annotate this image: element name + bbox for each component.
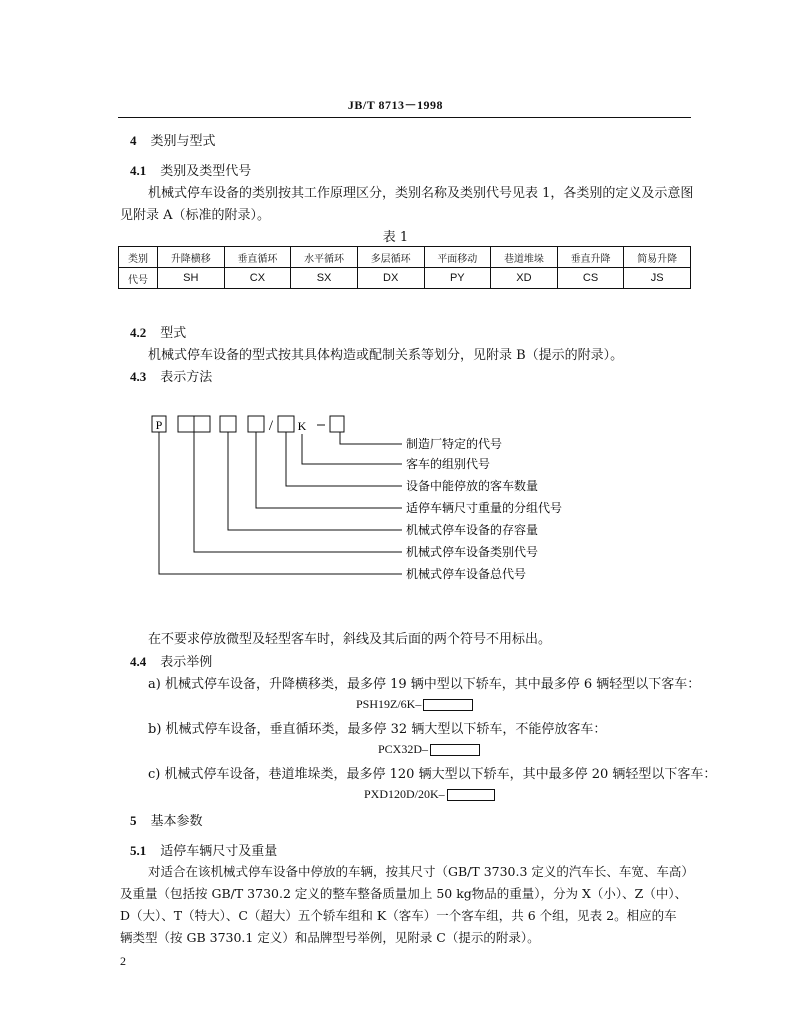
diagram-label: 机械式停车设备总代号 — [406, 567, 527, 581]
example-b: b) 机械式停车设备，垂直循环类，最多停 32 辆大型以下轿车，不能停放客车： — [148, 722, 607, 737]
table-cell: 类别 — [119, 247, 158, 268]
header-rule — [118, 117, 691, 118]
section-number: 4 — [130, 133, 137, 148]
section-number: 4.2 — [130, 325, 147, 340]
paragraph-line: D（大）、T（特大）、C（超大）五个轿车组和 K（客车）一个客车组，共 6 个组，见表 2。相应的车 — [120, 908, 677, 923]
box-size-group — [248, 416, 264, 432]
table-cell: 多层循环 — [357, 247, 424, 268]
box-category-1 — [178, 416, 194, 432]
section-title: 表示举例 — [160, 655, 213, 670]
table-row — [119, 247, 691, 268]
table-cell: 简易升降 — [624, 247, 691, 268]
section-number: 4.3 — [130, 369, 147, 384]
diagram-label: 客车的组别代号 — [406, 457, 491, 471]
paragraph-line: 及重量（包括按 GB/T 3730.2 定义的整车整备质量加上 50 kg物品的重量），分为 X（小）、Z（中）、 — [120, 886, 688, 901]
paragraph-line: 机械式停车设备的类别按其工作原理区分，类别名称及类别代号见表 1，各类别的定义及示意图 — [148, 186, 694, 201]
section-4-heading — [130, 130, 216, 149]
table-cell: 平面移动 — [424, 247, 491, 268]
leader-line-total — [159, 432, 402, 574]
section-title: 表示方法 — [160, 370, 213, 385]
example-code-b — [378, 742, 480, 757]
page-header-title: JB/T 8713－1998 — [347, 98, 444, 112]
section-number: 4.4 — [130, 654, 147, 669]
blank-box — [423, 699, 473, 711]
paragraph-line: 对适合在该机械式停车设备中停放的车辆，按其尺寸（GB/T 3730.3 定义的汽车长、车宽、车高） — [148, 864, 694, 879]
diagram-label: 适停车辆尺寸重量的分组代号 — [406, 501, 563, 515]
table-row — [119, 268, 691, 289]
section-4-2-heading — [130, 322, 186, 341]
section-4-1-heading — [130, 160, 251, 179]
table-cell: 巷道堆垛 — [491, 247, 558, 268]
blank-box — [430, 744, 480, 756]
table-cell: 水平循环 — [291, 247, 358, 268]
table-cell: 垂直循环 — [224, 247, 291, 268]
table-cell: 垂直升降 — [557, 247, 624, 268]
code-text: PXD120D/20K– — [364, 787, 445, 801]
section-4-4-heading — [130, 651, 212, 670]
leader-line-category — [194, 432, 402, 552]
example-code-c — [364, 787, 495, 802]
box-category-2 — [194, 416, 210, 432]
section-number: 4.1 — [130, 163, 147, 178]
table-cell: CX — [224, 268, 291, 289]
leader-line-manufacturer — [340, 432, 402, 444]
code-text: PSH19Z/6K– — [356, 697, 422, 711]
label-p: P — [155, 418, 163, 432]
diagram-label: 设备中能停放的客车数量 — [406, 479, 539, 493]
leader-line-capacity — [228, 432, 402, 530]
example-a: a) 机械式停车设备，升降横移类，最多停 19 辆中型以下轿车，其中最多停 6 辆轻型以下客车： — [148, 677, 701, 692]
section-5-1-heading — [130, 840, 277, 859]
table-cell: JS — [624, 268, 691, 289]
label-k: K — [297, 419, 307, 433]
paragraph-line: 机械式停车设备的型式按其具体构造或配制关系等划分，见附录 B（提示的附录）。 — [148, 348, 624, 363]
table-cell: PY — [424, 268, 491, 289]
section-number: 5.1 — [130, 843, 147, 858]
section-title: 型式 — [160, 326, 187, 341]
section-number: 5 — [130, 813, 137, 828]
diagram-label: 制造厂特定的代号 — [406, 437, 503, 451]
leader-line-size-group — [256, 432, 402, 508]
section-title: 基本参数 — [150, 814, 203, 829]
table-cell: DX — [357, 268, 424, 289]
paragraph-line: 见附录 A（标准的附录）。 — [120, 208, 271, 223]
page-number: 2 — [120, 954, 126, 968]
table-cell: SH — [158, 268, 225, 289]
leader-line-bus-group — [302, 434, 402, 464]
table-cell: XD — [491, 268, 558, 289]
box-capacity — [220, 416, 236, 432]
example-code-a — [356, 697, 473, 712]
section-title: 类别及类型代号 — [160, 164, 252, 179]
section-title: 适停车辆尺寸及重量 — [160, 844, 278, 859]
table-cell: SX — [291, 268, 358, 289]
section-4-3-heading — [130, 366, 212, 385]
diagram-label: 机械式停车设备类别代号 — [406, 545, 539, 559]
table-cell: CS — [557, 268, 624, 289]
table-caption: 表 1 — [382, 230, 409, 245]
paragraph-line: 辆类型（按 GB 3730.1 定义）和品牌型号举例，见附录 C（提示的附录）。 — [120, 930, 540, 945]
slash-mark: / — [268, 418, 274, 434]
diagram-label: 机械式停车设备的存容量 — [406, 523, 539, 537]
table-cell: 代号 — [119, 268, 158, 289]
notation-diagram — [140, 412, 600, 588]
box-bus-count — [278, 416, 294, 432]
code-text: PCX32D– — [378, 742, 429, 756]
example-c: c) 机械式停车设备，巷道堆垛类，最多停 120 辆大型以下轿车，其中最多停 20 辆轻型以下客车： — [148, 767, 717, 782]
box-manufacturer — [330, 416, 344, 432]
section-5-heading — [130, 810, 203, 829]
blank-box — [447, 789, 495, 801]
table-cell: 升降横移 — [158, 247, 225, 268]
note-paragraph: 在不要求停放微型及轻型客车时，斜线及其后面的两个符号不用标出。 — [148, 632, 552, 647]
section-title: 类别与型式 — [150, 134, 216, 149]
category-table — [118, 246, 691, 289]
leader-line-bus-count — [286, 432, 402, 486]
